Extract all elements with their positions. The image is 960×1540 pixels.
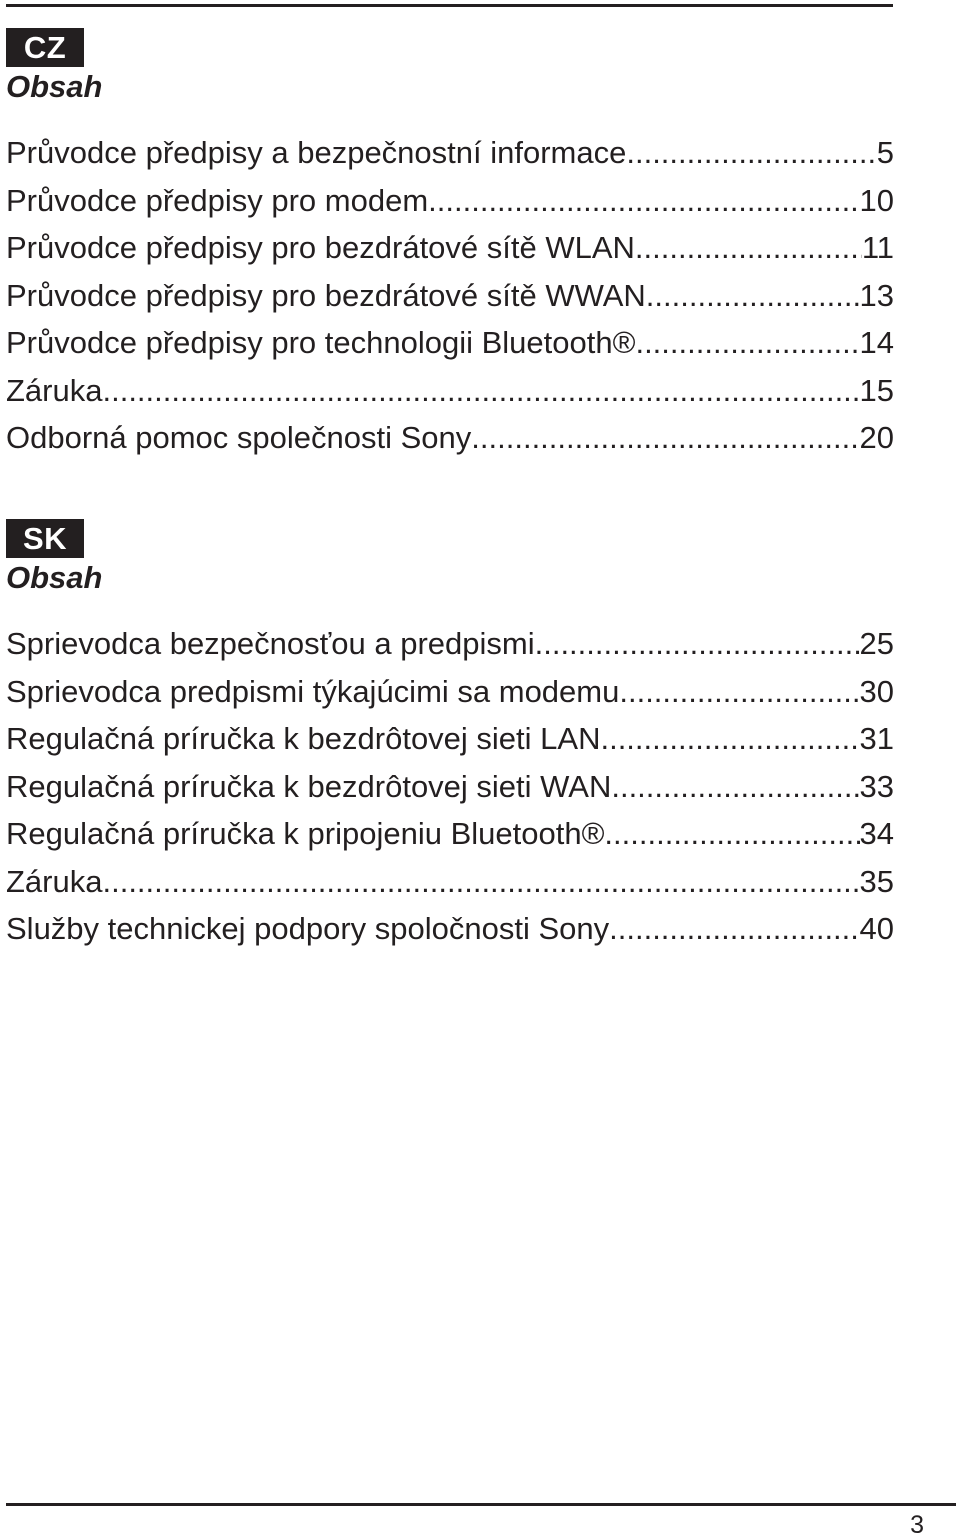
toc-leader-dots	[604, 810, 859, 858]
toc-entry-label: Odborná pomoc společnosti Sony	[6, 420, 472, 455]
toc-leader-dots	[600, 715, 859, 763]
toc-leader-dots	[102, 367, 859, 415]
toc-leader-dots	[611, 763, 859, 811]
toc-leader-dots	[646, 272, 860, 320]
toc-entry-label: Regulačná príručka k pripojeniu Bluetooth®	[6, 816, 605, 851]
toc-entry-label: Sprievodca predpismi týkajúcimi sa modemu	[6, 673, 620, 709]
section-title-cz: Obsah	[6, 69, 103, 104]
toc-leader-dots	[428, 177, 859, 225]
toc-entry[interactable]	[6, 272, 894, 320]
toc-entry-page: 5	[876, 135, 894, 170]
toc-entry-label: Sprievodca bezpečnosťou a predpismi	[6, 626, 535, 661]
toc-entry[interactable]	[6, 810, 894, 858]
toc-entry[interactable]	[6, 668, 894, 716]
toc-list-cz	[6, 129, 894, 462]
toc-entry-page: 25	[859, 626, 894, 661]
toc-entry-page: 40	[859, 911, 894, 946]
page-number: 3	[910, 1511, 924, 1539]
toc-leader-dots	[635, 319, 859, 367]
toc-leader-dots	[635, 224, 862, 272]
toc-entry[interactable]	[6, 620, 894, 668]
toc-leader-dots	[471, 414, 859, 462]
section-title-sk: Obsah	[6, 560, 103, 595]
toc-entry[interactable]	[6, 715, 894, 763]
lang-badge-cz: CZ	[6, 28, 84, 67]
toc-entry[interactable]	[6, 763, 894, 811]
toc-entry[interactable]	[6, 177, 894, 225]
toc-entry[interactable]	[6, 319, 894, 367]
toc-entry-page: 31	[859, 721, 894, 756]
toc-entry-label: Regulačná príručka k bezdrôtovej sieti WAN	[6, 768, 612, 804]
toc-entry[interactable]	[6, 414, 894, 462]
toc-entry-page: 33	[859, 768, 894, 804]
top-rule	[6, 4, 893, 7]
toc-leader-dots	[619, 668, 859, 716]
toc-entry[interactable]	[6, 367, 894, 415]
toc-entry-page: 35	[859, 863, 894, 899]
toc-entry[interactable]	[6, 905, 894, 953]
toc-entry-page: 34	[859, 816, 894, 851]
toc-leader-dots	[102, 858, 859, 906]
toc-entry-page: 14	[859, 325, 894, 360]
toc-entry-label: Průvodce předpisy pro technologii Bluetooth®	[6, 325, 636, 360]
toc-leader-dots	[626, 129, 876, 177]
toc-entry-label: Průvodce předpisy a bezpečnostní informace	[6, 135, 627, 170]
toc-entry-label: Průvodce předpisy pro modem	[6, 182, 429, 218]
toc-entry-page: 15	[859, 372, 894, 408]
toc-entry-label: Záruka	[6, 372, 103, 408]
sk-section	[6, 519, 894, 953]
bottom-rule	[6, 1503, 956, 1506]
toc-entry-page: 13	[859, 277, 894, 313]
toc-entry[interactable]	[6, 129, 894, 177]
lang-badge-sk: SK	[6, 519, 84, 558]
toc-entry-page: 11	[861, 230, 894, 265]
toc-entry[interactable]	[6, 224, 894, 272]
toc-entry-label: Záruka	[6, 863, 103, 899]
toc-entry-label: Průvodce předpisy pro bezdrátové sítě WLAN	[6, 230, 635, 265]
toc-entry-label: Regulačná príručka k bezdrôtovej sieti LAN	[6, 721, 601, 756]
toc-entry-page: 20	[859, 420, 894, 455]
cz-section	[6, 28, 894, 462]
toc-entry-page: 10	[859, 182, 894, 218]
toc-leader-dots	[535, 620, 860, 668]
toc-leader-dots	[609, 905, 859, 953]
toc-list-sk	[6, 620, 894, 953]
toc-entry-label: Průvodce předpisy pro bezdrátové sítě WWAN	[6, 277, 646, 313]
toc-entry[interactable]	[6, 858, 894, 906]
toc-entry-label: Služby technickej podpory spoločnosti Sony	[6, 911, 610, 946]
toc-entry-page: 30	[859, 673, 894, 709]
